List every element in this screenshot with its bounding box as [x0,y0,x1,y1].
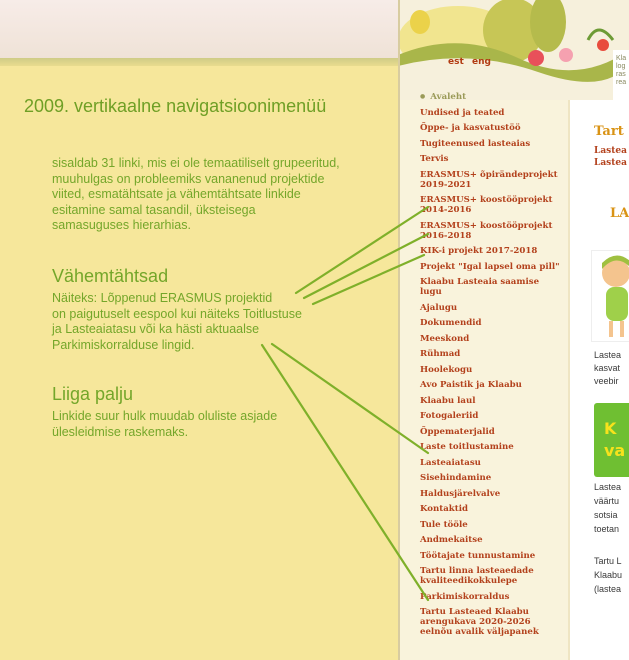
promo-banner-text: K [604,419,617,438]
content-paragraph-line: veebir [594,376,619,386]
nav-item[interactable]: KIK-i projekt 2017-2018 [420,246,538,256]
nav-item[interactable]: Laste toitlustamine [420,442,514,452]
nav-item[interactable]: Andmekaitse [420,535,483,545]
annotation-title: 2009. vertikaalne navigatsioonimenüü [24,96,327,116]
nav-item[interactable]: Dokumendid [420,318,482,328]
annotation-text-line: Linkide suur hulk muudab oluliste asjade [52,409,278,423]
header-side-line: Kla [616,55,627,62]
nav-item[interactable]: Ajalugu [420,302,458,313]
content-paragraph-line: sotsia [594,510,618,520]
annotation-text-line: ja Lasteaiatasu või ka hästi aktuaalse [52,322,260,336]
annotation-panel-top-band [0,0,398,60]
promo-banner-text: va [604,441,626,460]
nav-item[interactable]: ● Avaleht [420,92,560,102]
annotation-description-line: sisaldab 31 linki, mis ei ole temaatiliselt grupeeritud, [52,156,340,170]
nav-item[interactable]: Õppe- ja kasvatustöö [420,123,521,133]
nav-item[interactable]: Tartu linna lasteaedade kvaliteedikokkulepe [420,566,534,586]
annotation-text-line: on paigutuselt eespool kui näiteks Toitlustuse [52,306,302,321]
annotation-text-line: ülesleidmise raskemaks. [52,424,189,439]
annotation-panel-stripe [0,58,398,66]
annotation-description-line: samasuguses hierarhias. [52,218,191,232]
nav-item[interactable]: Lasteaiatasu [420,457,481,468]
annotation-heading-too-many: Liiga palju [52,384,134,404]
nav-item[interactable]: Avo Paistik ja Klaabu [420,380,522,390]
content-paragraph-line: kasvat [594,363,621,373]
annotation-description-line: muuhulgas on probleemiks vananenud projektide [52,171,325,186]
header-side-line: rea [616,79,627,86]
nav-item[interactable]: Tule tööle [420,519,468,530]
language-link-eng[interactable]: eng [472,57,491,67]
nav-item[interactable]: Projekt "Igal lapsel oma pill" [420,261,560,272]
annotation-text-too-many [52,409,332,440]
language-link-est[interactable]: est [448,57,464,67]
content-title: Tart [594,124,624,139]
content-subtitle[interactable]: Lastea [594,158,627,168]
content-paragraph-line: (lastea [594,584,622,594]
nav-item[interactable]: Sisehindamine [420,473,492,483]
content-heading: LA [610,206,629,221]
nav-item[interactable]: ERASMUS+ koostööprojekt 2016-2018 [420,220,553,241]
nav-item[interactable]: Hoolekogu [420,364,473,375]
nav-item[interactable]: Tervis [420,154,449,164]
nav-item[interactable]: Kontaktid [420,504,468,514]
nav-item[interactable]: Tugiteenused lasteaias [420,138,531,149]
content-paragraph-line: Lastea [594,482,622,492]
annotation-text-line: Näiteks: Lõppenud ERASMUS projektid [52,291,273,305]
content-paragraph-line: Tartu L [594,556,622,566]
nav-item[interactable]: Tartu Lasteaed Klaabu arengukava 2020-2026 eelnõu avalik väljapanek [420,607,539,637]
header-illustration [398,0,629,100]
annotation-text-less-important [52,291,332,353]
nav-item[interactable]: Haldusjärelvalve [420,488,501,499]
annotation-heading-less-important: Vähemtähtsad [52,266,169,286]
content-subtitle[interactable]: Lastea [594,146,627,156]
promo-banner[interactable] [594,403,629,477]
nav-item[interactable]: Rühmad [420,349,461,359]
nav-item[interactable]: Undised ja teated [420,107,505,118]
nav-item[interactable]: Õppematerjalid [420,426,495,437]
annotation-description-line: viited, esmatähtsate ja vähemtähtsate linkide [52,187,301,201]
nav-item[interactable]: Fotogaleriid [420,411,479,421]
nav-item[interactable]: ERASMUS+ õpirändeprojekt 2019-2021 [420,169,558,190]
nav-item[interactable]: Meeskond [420,333,470,344]
content-paragraph-line: väärtu [594,496,620,506]
content-paragraph-line: toetan [594,524,620,534]
nav-item[interactable]: Klaabu laul [420,395,476,406]
header-side-line: log [616,63,626,70]
header-side-text [616,55,629,87]
nav-item[interactable]: Klaabu Lasteaia saamise lugu [420,277,540,297]
vertical-navigation-menu [420,92,560,643]
nav-item[interactable]: Parkimiskorraldus [420,591,510,602]
annotation-description [52,156,372,234]
annotation-description-line: esitamine samal tasandil, üksteisega [52,202,256,217]
website-screenshot [398,0,629,660]
content-paragraph-line: Lastea [594,350,622,360]
annotation-text-line: Parkimiskorralduse lingid. [52,337,195,352]
screenshot-border [398,0,400,660]
nav-item[interactable]: ERASMUS+ koostööprojekt 2014-2016 [420,195,553,215]
header-side-line: ras [616,71,626,78]
nav-item[interactable]: Töötajate tunnustamine [420,550,536,561]
content-paragraph-line: Klaabu [594,570,623,580]
cartoon-girl-image [591,250,629,342]
